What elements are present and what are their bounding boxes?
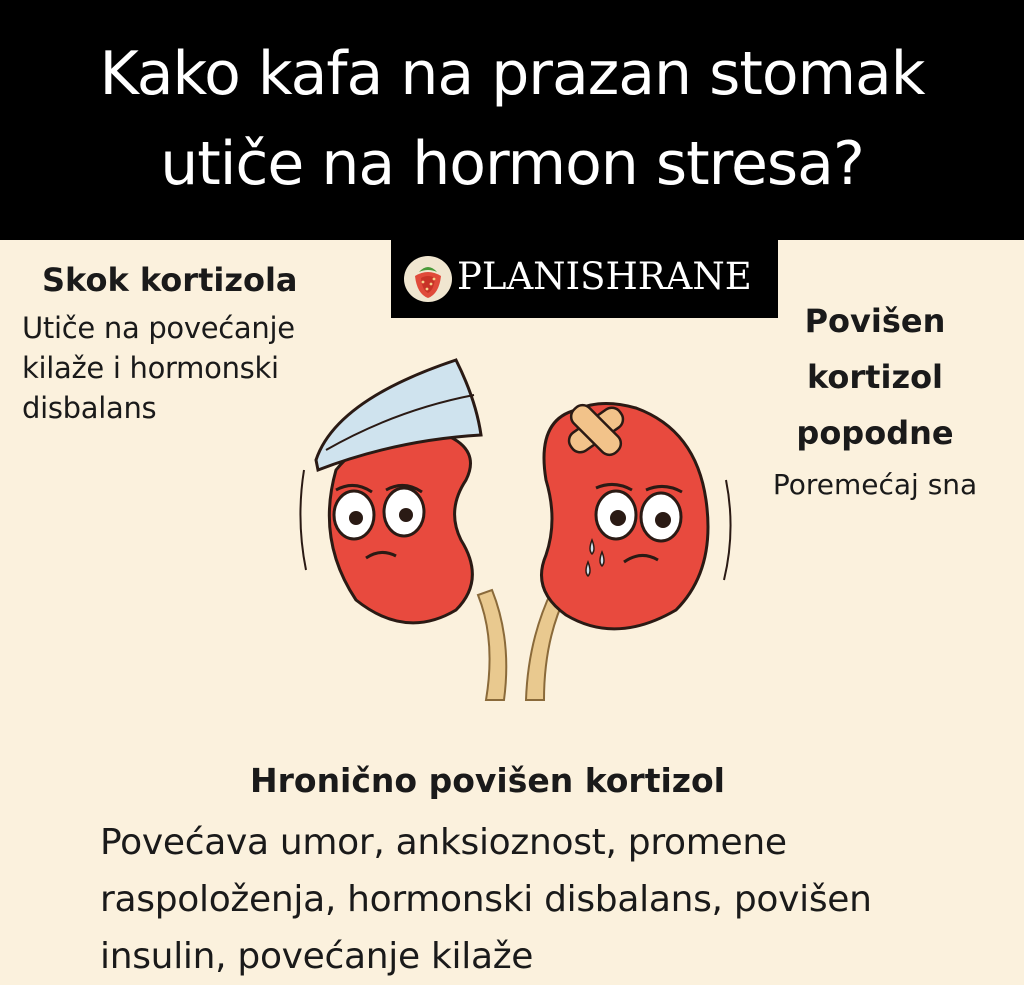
strawberry-logo-icon — [401, 248, 455, 306]
bottom-section — [100, 758, 1000, 985]
brand-name: PLANISHRANE — [457, 255, 752, 298]
left-section-title: Skok kortizola — [42, 261, 298, 299]
right-section-body: Poremećaj sna — [772, 468, 978, 501]
title-line-1: Kako kafa na prazan stomak — [99, 39, 925, 109]
title-line-2: utiče na hormon stresa? — [160, 129, 864, 199]
right-section-title: Povišen kortizol popodne — [796, 302, 954, 452]
header-banner — [0, 0, 1024, 240]
bottom-section-body: Povećava umor, anksioznost, promene raspoloženja, hormonski disbalans, povišen insulin, povećanje kilaže — [100, 822, 872, 977]
right-section — [740, 293, 1010, 505]
brand-banner — [391, 240, 778, 318]
kidneys-illustration-icon — [296, 340, 736, 710]
left-section-body: Utiče na povećanje kilaže i hormonski disbalans — [22, 311, 295, 425]
bottom-section-title: Hronično povišen kortizol — [250, 761, 725, 800]
